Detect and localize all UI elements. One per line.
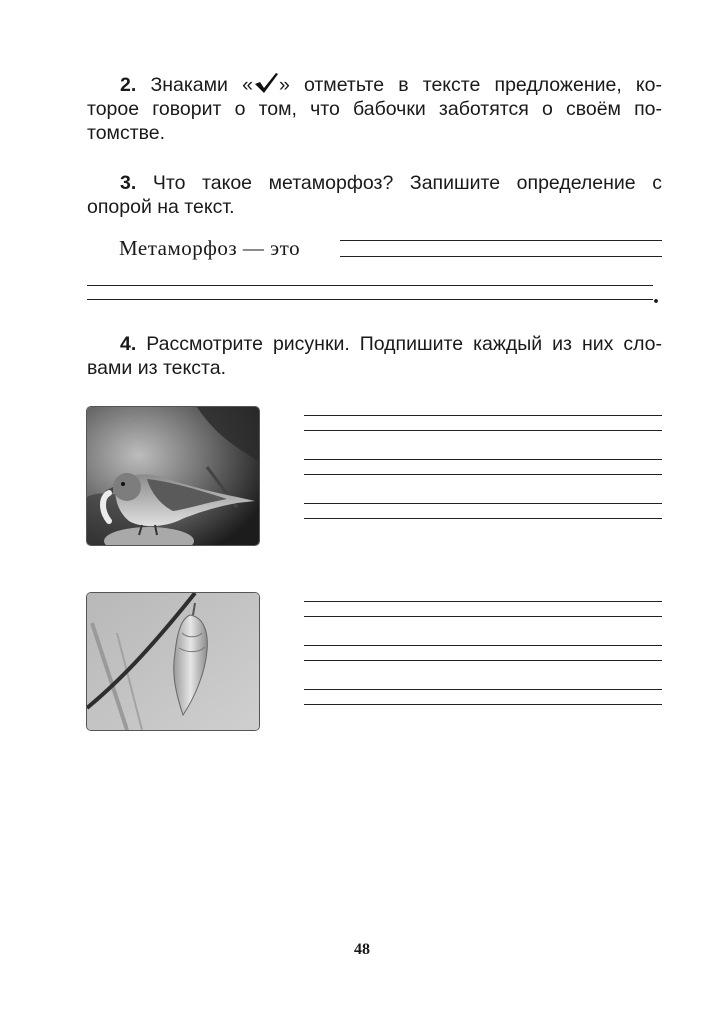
task-text: » отметьте в тексте предложение, ко- xyxy=(278,74,662,96)
answer-line[interactable] xyxy=(87,299,653,300)
task-text: Рассмотрите рисунки. Подпишите каждый из них сло- xyxy=(146,333,663,355)
task-4-line-2: вами из текста. xyxy=(87,357,226,379)
task-4-line-1 xyxy=(87,332,662,356)
answer-line[interactable] xyxy=(304,518,662,519)
definition-lead-in: Метаморфоз — это xyxy=(119,236,301,260)
task-text: Что такое метаморфоз? Запишите определение с xyxy=(152,172,663,194)
task-number: 4. xyxy=(120,333,137,355)
answer-line[interactable] xyxy=(304,503,662,504)
answer-line[interactable] xyxy=(304,430,662,431)
task-2 xyxy=(87,71,662,145)
task-4 xyxy=(87,332,662,380)
answer-line[interactable] xyxy=(304,660,662,661)
answer-line[interactable] xyxy=(304,415,662,416)
pupa-photo xyxy=(86,592,260,731)
sparrow-photo xyxy=(86,406,260,546)
answer-line[interactable] xyxy=(87,285,653,286)
task-text: Знаками « xyxy=(150,74,253,96)
task-2-line-2: торое говорит о том, что бабочки заботятся о своём по- xyxy=(87,98,662,120)
task-number: 2. xyxy=(120,74,137,96)
answer-line[interactable] xyxy=(304,645,662,646)
answer-line[interactable] xyxy=(304,601,662,602)
task-2-line-3: томстве. xyxy=(87,122,166,144)
answer-line[interactable] xyxy=(304,689,662,690)
end-period: . xyxy=(653,283,659,309)
task-3-line-2: опорой на текст. xyxy=(87,196,235,218)
pupa-image xyxy=(87,593,259,730)
task-3-line-1 xyxy=(87,171,662,195)
checkmark-icon xyxy=(253,71,279,95)
task-2-line-1 xyxy=(87,71,662,97)
task-3 xyxy=(87,171,662,219)
page-number: 48 xyxy=(354,941,370,958)
task-number: 3. xyxy=(120,172,137,194)
answer-line[interactable] xyxy=(340,256,662,257)
answer-line[interactable] xyxy=(340,240,662,241)
answer-line[interactable] xyxy=(304,704,662,705)
answer-line[interactable] xyxy=(304,459,662,460)
answer-line[interactable] xyxy=(304,474,662,475)
answer-line[interactable] xyxy=(304,616,662,617)
sparrow-image xyxy=(87,407,259,545)
